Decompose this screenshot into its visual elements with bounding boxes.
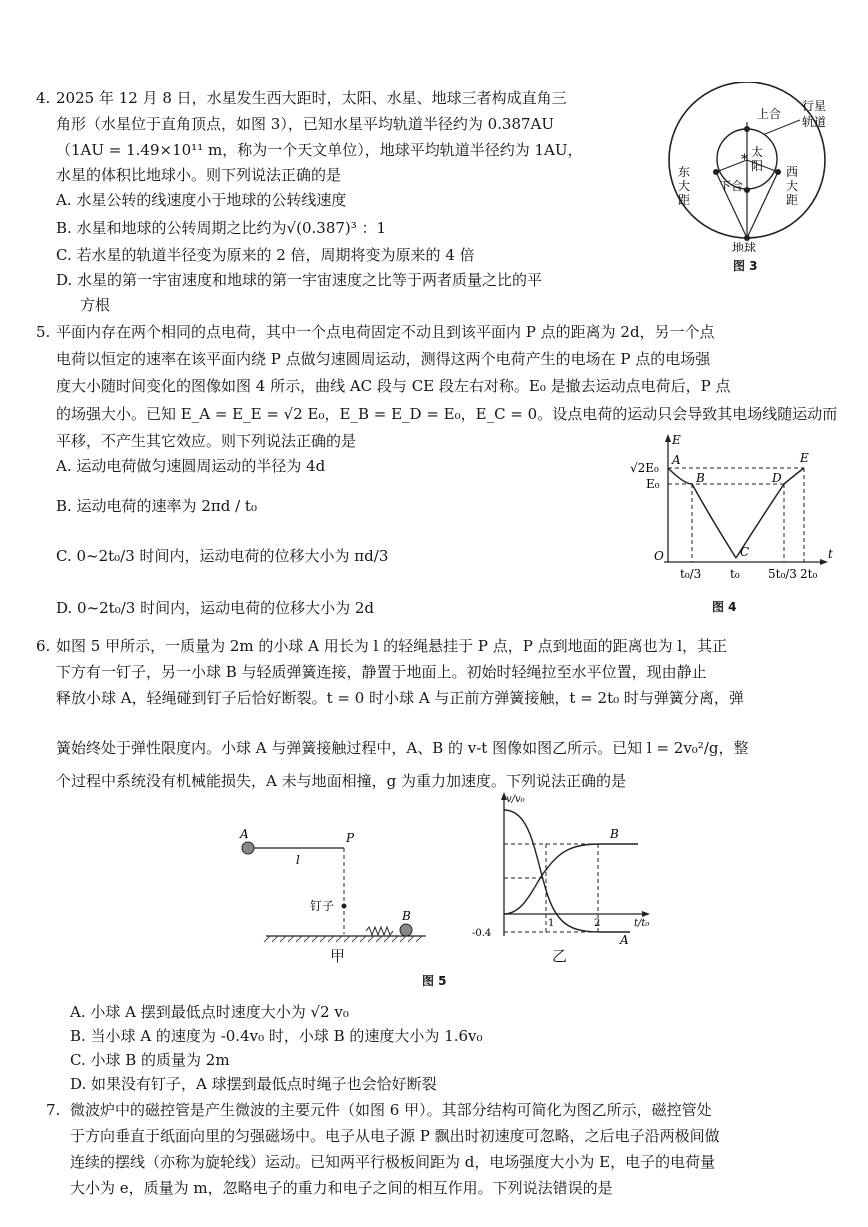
figure-4-caption: 图 4 xyxy=(712,600,737,614)
orbit-pointer xyxy=(765,120,800,134)
q6-option-a: A. 小球 A 摆到最低点时速度大小为 √2 v₀ xyxy=(70,1003,349,1021)
q7-stem-line-3: 连续的摆线（亦称为旋轮线）运动。已知两平行极板间距为 d，电场强度大小为 E，电子的电荷量 xyxy=(70,1153,716,1171)
tick-2: 2 xyxy=(594,918,601,929)
tick-t0-3: t₀/3 xyxy=(680,567,702,581)
tick-sqrt2e0: √2E₀ xyxy=(630,461,659,475)
point-e-label: E xyxy=(800,451,809,465)
label-sun-2: 阳 xyxy=(751,159,764,173)
ball-a xyxy=(242,842,254,854)
q4-option-c: C. 若水星的轨道半径变为原来的 2 倍，周期将变为原来的 4 倍 xyxy=(56,246,475,264)
tick-5t0-3: 5t₀/3 xyxy=(768,567,797,581)
q5-stem-line-3: 度大小随时间变化的图像如图 4 所示，曲线 AC 段与 CE 段左右对称。E₀ 是撤去运动点电荷后，P 点 xyxy=(56,377,731,395)
q4-option-b: B. 水星和地球的公转周期之比约为√(0.387)³ ：1 xyxy=(56,219,387,237)
q5-option-c: C. 0~2t₀/3 时间内，运动电荷的位移大小为 πd/3 xyxy=(56,547,389,565)
q4-stem-line-3: （1AU = 1.49×10¹¹ m，称为一个天文单位），地球平均轨道半径约为 1AU， xyxy=(56,141,583,159)
earth-to-west-line xyxy=(747,172,778,238)
point-d-label: D xyxy=(772,471,782,485)
q6-option-d: D. 如果没有钉子，A 球摆到最低点时绳子也会恰好断裂 xyxy=(70,1075,437,1093)
label-sun-1: 太 xyxy=(751,145,764,159)
q6-number: 6. xyxy=(36,637,51,655)
figure-3-caption: 图 3 xyxy=(733,259,758,273)
tick-1: 1 xyxy=(548,918,555,929)
q6-stem-line-3: 释放小球 A，轻绳碰到钉子后恰好断裂。t = 0 时小球 A 与正前方弹簧接触，t = 2t₀ 时与弹簧分离，弹 xyxy=(56,689,744,707)
q4-number: 4. xyxy=(36,89,51,107)
q5-stem-line-2: 电荷以恒定的速率在该平面内绕 P 点做匀速圆周运动，测得这两个电荷产生的电场在 P 点的电场强 xyxy=(56,350,711,368)
q6-stem-line-1: 如图 5 甲所示，一质量为 2m 的小球 A 用长为 l 的轻绳悬挂于 P 点，P 点到地面的距离也为 l，其正 xyxy=(56,637,728,655)
point-b-label: B xyxy=(696,471,705,485)
label-earth: 地球 xyxy=(732,241,757,252)
label-orbit-2: 轨道 xyxy=(802,115,827,129)
q4-option-d: D. 水星的第一宇宙速度和地球的第一宇宙速度之比等于两者质量之比的平 xyxy=(56,271,543,289)
label-b: B xyxy=(402,909,411,923)
q5-option-d: D. 0~2t₀/3 时间内，运动电荷的位移大小为 2d xyxy=(56,599,375,617)
q6-stem-line-5: 个过程中系统没有机械能损失，A 未与地面相撞，g 为重力加速度。下列说法正确的是 xyxy=(56,772,626,790)
q6-stem-line-4: 簧始终处于弹性限度内。小球 A 与弹簧接触过程中，A、B 的 v-t 图像如图乙所示。已知 l = 2v₀²/g，整 xyxy=(56,739,749,757)
q4-stem-line-4: 水星的体积比地球小。则下列说法正确的是 xyxy=(56,166,342,184)
figure-3-orbit-diagram xyxy=(652,82,862,252)
label-west-2: 大 xyxy=(786,179,799,193)
point-a-label: A xyxy=(672,453,681,467)
figure-5-caption: 图 5 xyxy=(422,974,447,988)
figure-4-field-graph xyxy=(624,430,840,600)
q7-stem-line-2: 于方向垂直于纸面向里的匀强磁场中。电子从电子源 P 飘出时初速度可忽略，之后电子沿两极间做 xyxy=(70,1127,720,1145)
q5-option-b: B. 运动电荷的速率为 2πd / t₀ xyxy=(56,497,257,515)
label-west-1: 西 xyxy=(786,165,799,179)
label-upper-conjunction: 上合 xyxy=(757,107,782,121)
curve-b xyxy=(504,844,638,914)
label-east-2: 大 xyxy=(678,179,691,193)
ball-b xyxy=(400,924,412,936)
v-axis-label: v/v₀ xyxy=(506,794,525,805)
q4-stem-line-2: 角形（水星位于直角顶点，如图 3），已知水星平均轨道半径约为 0.387AU xyxy=(56,115,554,133)
sun-asterisk-icon: * xyxy=(741,152,748,168)
label-east-3: 距 xyxy=(678,193,691,207)
q7-number: 7. xyxy=(46,1101,61,1119)
spring xyxy=(366,927,393,935)
q6-option-b: B. 当小球 A 的速度为 -0.4v₀ 时，小球 B 的速度大小为 1.6v₀ xyxy=(70,1027,483,1045)
q5-stem-line-5: 平移，不产生其它效应。则下列说法正确的是 xyxy=(56,432,357,450)
label-a: A xyxy=(240,828,249,841)
tick-2t0: 2t₀ xyxy=(800,567,818,581)
q6-stem-line-2: 下方有一钉子，另一小球 B 与轻质弹簧连接，静置于地面上。初始时轻绳拉至水平位置，现由静止 xyxy=(56,663,707,681)
upper-conjunction-dot xyxy=(744,126,750,132)
tick-origin: O xyxy=(654,549,664,563)
q7-stem-line-4: 大小为 e，质量为 m，忽略电子的重力和电子之间的相互作用。下列说法错误的是 xyxy=(70,1179,613,1197)
q4-option-d-cont: 方根 xyxy=(80,296,111,314)
tick-e0: E₀ xyxy=(646,477,660,491)
q5-stem-line-1: 平面内存在两个相同的点电荷，其中一个点电荷固定不动且到该平面内 P 点的距离为 2d，另一个点 xyxy=(56,323,715,341)
t-axis-label: t xyxy=(828,547,833,561)
q4-option-a: A. 水星公转的线速度小于地球的公转线速度 xyxy=(56,191,347,209)
figure-5-jia-caption: 甲 xyxy=(330,947,346,965)
q4-stem-line-1: 2025 年 12 月 8 日，水星发生西大距时，太阳、水星、地球三者构成直角三 xyxy=(56,89,567,107)
ground-hatch xyxy=(264,936,422,942)
q5-number: 5. xyxy=(36,323,51,341)
point-c-label: C xyxy=(740,545,750,559)
q6-option-c: C. 小球 B 的质量为 2m xyxy=(70,1051,230,1069)
tick-t0: t₀ xyxy=(730,567,740,581)
q5-option-a: A. 运动电荷做匀速圆周运动的半径为 4d xyxy=(56,457,326,475)
figure-5-jia-pendulum xyxy=(236,828,436,950)
west-elongation-dot xyxy=(775,169,781,175)
curve-b-label: B xyxy=(610,827,619,841)
q5-stem-line-4: 的场强大小。已知 E_A = E_E = √2 E₀，E_B = E_D = E₀，E_C = 0。设点电荷的运动只会导致其电场线随运动而 xyxy=(56,405,838,423)
nail xyxy=(342,904,347,909)
tick-neg-0-4: -0.4 xyxy=(472,928,492,939)
curve-a-label: A xyxy=(620,933,629,947)
label-orbit-1: 行星 xyxy=(802,99,827,113)
t-axis-label: t/t₀ xyxy=(634,918,650,929)
e-axis-label: E xyxy=(672,433,681,447)
lower-conjunction-dot xyxy=(744,187,750,193)
label-p: P xyxy=(346,831,355,845)
label-nail: 钉子 xyxy=(310,899,335,913)
figure-5-yi-vt-graph xyxy=(470,790,660,950)
figure-5-yi-caption: 乙 xyxy=(552,947,568,965)
label-east-1: 东 xyxy=(678,165,691,179)
q7-stem-line-1: 微波炉中的磁控管是产生微波的主要元件（如图 6 甲）。其部分结构可简化为图乙所示，磁控管处 xyxy=(70,1101,712,1119)
label-west-3: 距 xyxy=(786,193,799,207)
label-l: l xyxy=(296,853,300,867)
east-elongation-dot xyxy=(713,169,719,175)
label-lower-conjunction: 下合 xyxy=(719,179,744,193)
